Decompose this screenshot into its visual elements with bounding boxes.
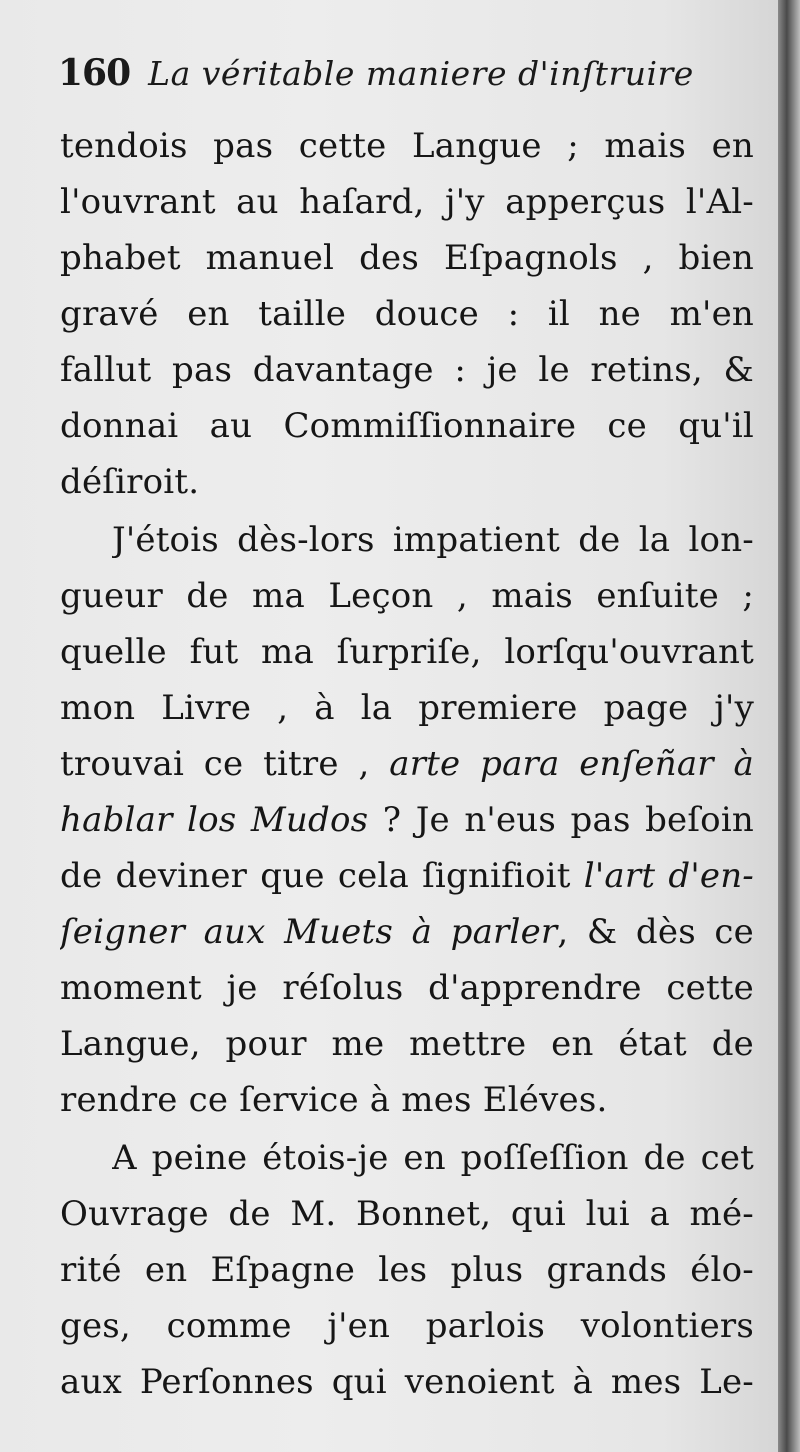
text-segment: de deviner que cela ſignifioit (60, 856, 584, 896)
text-line (60, 682, 754, 734)
running-title: La véritable maniere d'inſtruire (148, 54, 694, 93)
text-segment: phabet manuel des Eſpagnols , bien (60, 238, 754, 278)
text-line (60, 232, 754, 284)
page-edge (778, 0, 800, 1452)
text-segment: Ouvrage de M. Bonnet, qui lui a mé- (60, 1194, 754, 1234)
text-line (60, 176, 754, 228)
text-line (60, 344, 754, 396)
text-line (60, 1018, 754, 1070)
text-segment: donnai au Commiſſionnaire ce qu'il (60, 406, 754, 446)
text-segment: rendre ce ſervice à mes Eléves. (60, 1080, 608, 1120)
italic-text: arte para enſeñar à (389, 744, 754, 784)
text-segment: Langue, pour me mettre en état de (60, 1024, 754, 1064)
text-segment: quelle fut ma ſurpriſe, lorſqu'ouvrant (60, 632, 754, 672)
text-line (60, 626, 754, 678)
text-line (60, 456, 754, 508)
text-line (60, 850, 754, 902)
text-line (112, 1132, 754, 1184)
text-line (60, 1074, 754, 1126)
text-segment: déſiroit. (60, 462, 200, 502)
text-line (60, 120, 754, 172)
text-line (60, 570, 754, 622)
page-number: 160 (58, 52, 131, 94)
text-line (60, 400, 754, 452)
text-line (60, 1188, 754, 1240)
text-segment: gueur de ma Leçon , mais enſuite ; (60, 576, 754, 616)
text-segment: J'étois dès-lors impatient de la lon- (112, 520, 754, 560)
text-line (60, 794, 754, 846)
text-line (60, 1356, 754, 1408)
text-line (60, 738, 754, 790)
italic-text: ſeigner aux Muets à parler (60, 912, 558, 952)
text-segment: A peine étois-je en poſſeſſion de cet (112, 1138, 754, 1178)
italic-text: hablar los Mudos (60, 800, 369, 840)
text-segment: trouvai ce titre , (60, 744, 390, 784)
text-line (60, 1244, 754, 1296)
text-segment: aux Perſonnes qui venoient à mes Le- (60, 1362, 754, 1402)
text-segment: moment je réſolus d'apprendre cette (60, 968, 754, 1008)
text-segment: rité en Eſpagne les plus grands élo- (60, 1250, 754, 1290)
text-line (60, 906, 754, 958)
running-header (58, 52, 758, 102)
text-segment: ? Je n'eus pas beſoin (368, 800, 754, 840)
text-line (112, 514, 754, 566)
text-segment: ges, comme j'en parlois volontiers (60, 1306, 754, 1346)
text-segment: fallut pas davantage : je le retins, & (60, 350, 754, 390)
text-segment: , & dès ce (557, 912, 754, 952)
text-line (60, 1300, 754, 1352)
text-line (60, 288, 754, 340)
text-segment: mon Livre , à la premiere page j'y (60, 688, 754, 728)
text-segment: gravé en taille douce : il ne m'en (60, 294, 754, 334)
text-segment: tendois pas cette Langue ; mais en (60, 126, 754, 166)
text-segment: l'ouvrant au haſard, j'y apperçus l'Al- (60, 182, 754, 222)
text-line (60, 962, 754, 1014)
italic-text: l'art d'en- (583, 856, 754, 896)
